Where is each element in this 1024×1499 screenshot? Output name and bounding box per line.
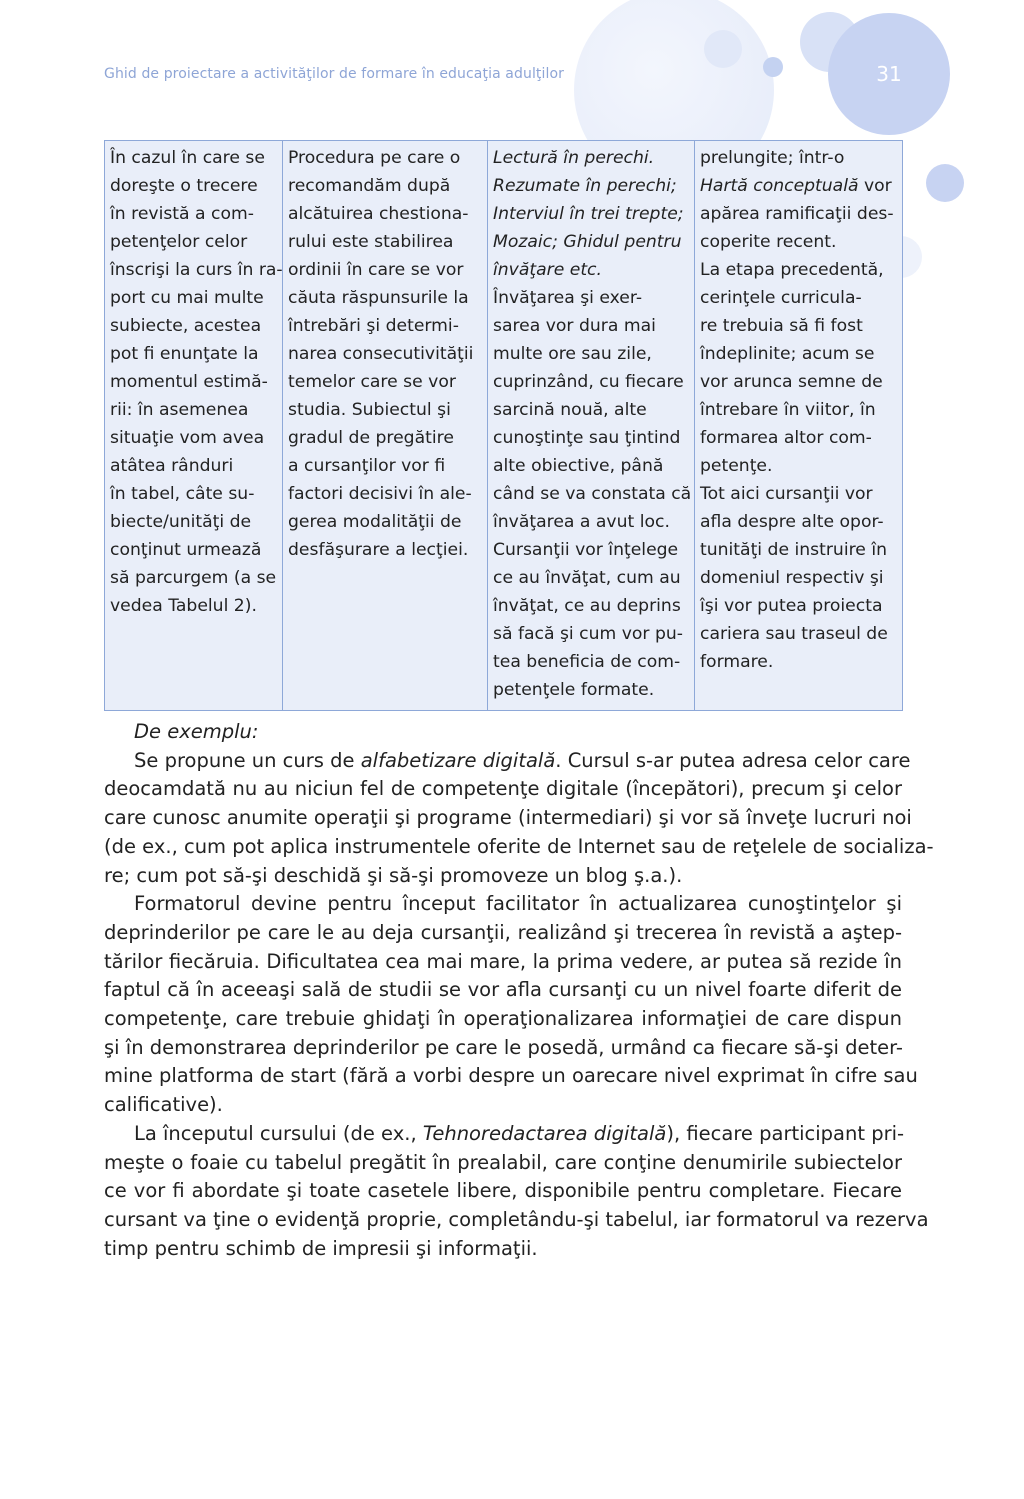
- text-fragment: . Cursul s-ar putea adresa celor care: [555, 748, 911, 772]
- text-line: faptul că în aceeaşi sală de studii se vor afla cursanţi cu un nivel foarte diferit de: [104, 978, 902, 1002]
- cell-italic-term: Hartă conceptuală: [700, 176, 859, 196]
- text-line: temelor care se vor: [288, 372, 456, 392]
- cell-line: [700, 172, 897, 200]
- text-fragment: Se propune un curs de: [134, 748, 361, 772]
- text-line: momentul estimă-: [110, 372, 268, 392]
- text-line: petenţe.: [700, 456, 773, 476]
- text-line: tunităţi de instruire în: [700, 540, 887, 560]
- content-table: [104, 140, 903, 711]
- example-label: De exemplu:: [134, 720, 259, 743]
- text-line: Învăţarea şi exer-: [493, 288, 643, 308]
- paragraph-lines: [104, 1149, 929, 1235]
- text-fragment: La începutul cursului (de ex.,: [134, 1121, 423, 1145]
- text-fragment: ), fiecare participant pri-: [666, 1121, 905, 1145]
- cell-methods-list: [493, 144, 689, 284]
- text-line: alte obiective, până: [493, 456, 664, 476]
- text-line: formare.: [700, 652, 774, 672]
- text-line: tea beneficia de com-: [493, 652, 681, 672]
- table-cell-column-3: [488, 141, 695, 711]
- text-line: învăţarea a avut loc.: [493, 512, 670, 532]
- text-line: rului este stabilirea: [288, 232, 454, 252]
- text-line: şi în demonstrarea deprinderilor pe care le posedă, urmând ca fiecare să-şi deter-: [104, 1035, 903, 1059]
- text-line: Formatorul devine pentru început facilitator în actualizarea cunoştinţelor şi: [134, 892, 902, 916]
- text-line: vedea Tabelul 2).: [110, 596, 257, 616]
- text-line: Procedura pe care o: [288, 148, 461, 168]
- text-line: multe ore sau zile,: [493, 344, 652, 364]
- table-row: [105, 141, 903, 711]
- text-line: coperite recent.: [700, 232, 837, 252]
- text-line: când se va constata că: [493, 484, 692, 504]
- text-line: Mozaic; Ghidul pentru: [493, 232, 682, 252]
- text-line: gerea modalităţii de: [288, 512, 462, 532]
- text-line: ce vor fi abordate şi toate casetele libere, disponibile pentru completare. Fiecare: [104, 1179, 902, 1203]
- paragraph-line: [104, 747, 911, 776]
- cell-line: prelungite; într-o: [700, 148, 845, 168]
- text-line: cursant va ţine o evidenţă proprie, completându-şi tabelul, iar formatorul va rezerva: [104, 1207, 929, 1231]
- text-line: meşte o foaie cu tabelul pregătit în prealabil, care conţine denumirile subiectelor: [104, 1150, 902, 1174]
- text-line: în tabel, câte su-: [110, 484, 255, 504]
- text-line: îndeplinite; acum se: [700, 344, 875, 364]
- text-line: vor arunca semne de: [700, 372, 883, 392]
- text-line: re trebuia să fi fost: [700, 316, 863, 336]
- text-line: Tot aici cursanţii vor: [700, 484, 873, 504]
- italic-term: alfabetizare digitală: [360, 748, 556, 772]
- text-line: În cazul în care se: [110, 148, 265, 168]
- page-number: 31: [876, 62, 902, 86]
- text-line: (de ex., cum pot aplica instrumentele oferite de Internet sau de reţelele de socializa-: [104, 834, 934, 858]
- decorative-dot: [763, 57, 783, 77]
- text-line: cariera sau traseul de: [700, 624, 888, 644]
- text-line: îşi vor putea proiecta: [700, 596, 883, 616]
- paragraph-last-line: calificative).: [104, 1093, 223, 1117]
- text-line: domeniul respectiv şi: [700, 568, 884, 588]
- text-line: întrebări şi determi-: [288, 316, 459, 336]
- table-cell-column-4: [695, 141, 903, 711]
- text-line: conţinut urmează: [110, 540, 262, 560]
- text-line: învăţat, ce au deprins: [493, 596, 681, 616]
- text-line: factori decisivi în ale-: [288, 484, 472, 504]
- text-line: ce au învăţat, cum au: [493, 568, 681, 588]
- table-cell-column-1: [105, 141, 283, 711]
- text-line: Cursanţii vor înţelege: [493, 540, 679, 560]
- text-line: doreşte o trecere: [110, 176, 258, 196]
- text-line: deprinderilor pe care le au deja cursanţii, realizând şi trecerea în revistă a aştep-: [104, 920, 902, 944]
- text-line: care cunosc anumite operaţii şi programe (intermediari) şi vor să înveţe lucruri noi: [104, 806, 912, 830]
- paragraph-last-line: timp pentru schimb de impresii şi informaţii.: [104, 1236, 538, 1260]
- text-line: să facă şi cum vor pu-: [493, 624, 683, 644]
- italic-term: Tehnoredactarea digitală: [422, 1121, 667, 1145]
- cell-text: [700, 200, 897, 676]
- text-line: alcătuirea chestiona-: [288, 204, 469, 224]
- text-line: gradul de pregătire: [288, 428, 454, 448]
- paragraph-2: [104, 890, 918, 1120]
- cell-text-fragment: vor: [858, 176, 892, 196]
- text-line: rii: în asemenea: [110, 400, 249, 420]
- text-line: cerinţele curricula-: [700, 288, 862, 308]
- text-line: afla despre alte opor-: [700, 512, 884, 532]
- paragraph-3: [104, 1120, 929, 1264]
- text-line: biecte/unităţi de: [110, 512, 252, 532]
- text-line: atâtea rânduri: [110, 456, 234, 476]
- text-line: sarea vor dura mai: [493, 316, 656, 336]
- text-line: apărea ramificaţii des-: [700, 204, 894, 224]
- text-line: cunoştinţe sau ţintind: [493, 428, 681, 448]
- text-line: subiecte, acestea: [110, 316, 262, 336]
- text-line: întrebare în viitor, în: [700, 400, 876, 420]
- cell-text: [288, 144, 482, 564]
- text-line: înscrişi la curs în ra-: [110, 260, 283, 280]
- paragraph-lines: [104, 775, 934, 861]
- text-line: narea consecutivităţii: [288, 344, 474, 364]
- text-line: tărilor fiecăruia. Dificultatea cea mai mare, la prima vedere, ar putea să rezide în: [104, 949, 902, 973]
- decorative-circle-small: [704, 30, 742, 68]
- text-line: desfăşurare a lecţiei.: [288, 540, 469, 560]
- text-line: studia. Subiectul şi: [288, 400, 451, 420]
- decorative-circle-right: [926, 164, 964, 202]
- text-line: recomandăm după: [288, 176, 451, 196]
- text-line: La etapa precedentă,: [700, 260, 884, 280]
- text-line: ordinii în care se vor: [288, 260, 464, 280]
- text-line: formarea altor com-: [700, 428, 872, 448]
- text-line: pot fi enunţate la: [110, 344, 259, 364]
- text-line: căuta răspunsurile la: [288, 288, 469, 308]
- paragraph-lines: [104, 890, 918, 1091]
- text-line: situaţie vom avea: [110, 428, 265, 448]
- text-line: deocamdată nu au niciun fel de competenţe digitale (începători), precum şi celor: [104, 777, 902, 801]
- text-line: mine platforma de start (fără a vorbi despre un oarecare nivel exprimat în cifre sau: [104, 1064, 918, 1088]
- cell-text: [493, 284, 692, 704]
- paragraph-1: [104, 747, 934, 891]
- paragraph-line: [104, 1120, 905, 1149]
- paragraph-last-line: re; cum pot să-şi deschidă şi să-şi promoveze un blog ş.a.).: [104, 863, 683, 887]
- text-line: în revistă a com-: [110, 204, 254, 224]
- text-line: petenţelor celor: [110, 232, 248, 252]
- text-line: să parcurgem (a se: [110, 568, 277, 588]
- cell-text: [110, 144, 283, 620]
- text-line: petenţele formate.: [493, 680, 655, 700]
- text-line: Lectură în perechi.: [493, 148, 655, 168]
- body-text: [104, 718, 934, 1263]
- table-cell-column-2: [283, 141, 488, 711]
- text-line: competenţe, care trebuie ghidaţi în operaţionalizarea informaţiei de care dispun: [104, 1007, 902, 1031]
- text-line: port cu mai multe: [110, 288, 264, 308]
- text-line: Interviul în trei trepte;: [493, 204, 684, 224]
- text-line: sarcină nouă, alte: [493, 400, 647, 420]
- text-line: învăţare etc.: [493, 260, 602, 280]
- text-line: cuprinzând, cu fiecare: [493, 372, 684, 392]
- running-header-title: Ghid de proiectare a activităţilor de formare în educaţia adulţilor: [104, 66, 565, 82]
- text-line: Rezumate în perechi;: [493, 176, 677, 196]
- text-line: a cursanţilor vor fi: [288, 456, 446, 476]
